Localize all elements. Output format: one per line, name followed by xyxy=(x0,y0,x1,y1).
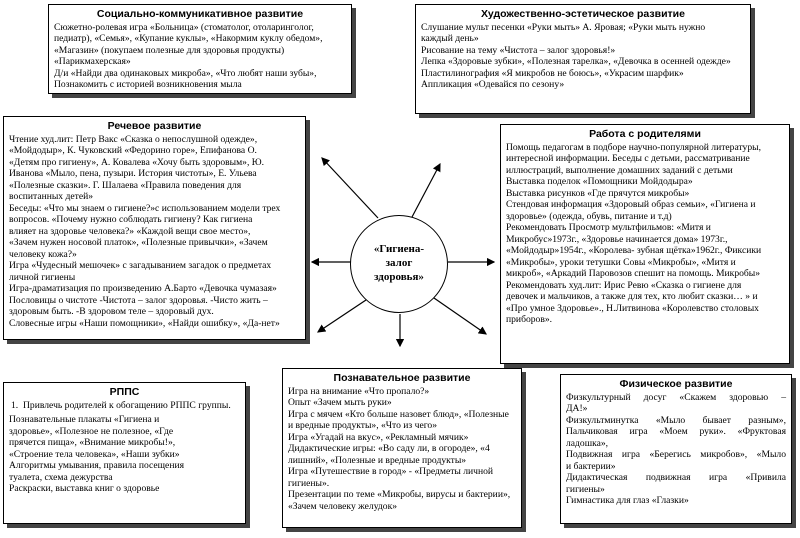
box-line: гигиены». xyxy=(288,477,330,489)
box-line: лишний», «Полезные и вредные продукты» xyxy=(288,454,467,466)
box-line: Подвижная игра «Берегись микробов», «Мыло xyxy=(566,449,786,461)
box-line: интересной информации. Беседы с детьми, рассматривание xyxy=(506,153,750,165)
box-line: личной гигиены xyxy=(9,271,76,283)
box-line: ДА!» xyxy=(566,403,588,415)
box-line: Алгоритмы умывания, правила посещения xyxy=(9,460,185,472)
central-topic-line: здоровья» xyxy=(374,270,424,283)
box-line: девочек и мальчиков, а также для тех, кто любит сказки… » и xyxy=(506,291,758,303)
box-line: здоровье» (одежда, обувь, питание и т.д) xyxy=(506,210,672,222)
box-line: Дидактические игры: «Во саду ли, в огороде», «4 xyxy=(288,443,490,455)
box-title: Речевое развитие xyxy=(107,120,202,132)
box-line: педиатр), «Семья», «Купание куклы», «Накормим куклу обедом», xyxy=(54,33,323,45)
box-line: «Зачем нужен носовой платок», «Полезные привычки», «Зачем xyxy=(9,237,268,249)
box-title: Художественно-эстетическое развитие xyxy=(481,8,685,20)
box-line: влияет на здоровье человека?» «Каждой вещи свое место», xyxy=(9,225,251,237)
box-line: ладошка», xyxy=(566,437,609,449)
box-line: Игра на внимание «Что пропало?» xyxy=(288,385,430,397)
box-line: Познакомить с историей возникновения мыла xyxy=(54,79,242,91)
box-line: Беседы: «Что мы знаем о гигиене?»с использованием модели трех xyxy=(9,202,281,214)
central-topic-line: «Гигиена- xyxy=(373,243,425,256)
box-line: Микробус»1973г., «Здоровье начинается дома» 1973г., xyxy=(506,233,728,245)
box-line: Физкультурный досуг «Скажем здоровью – xyxy=(566,391,786,403)
box-line: Рекомендовать Просмотр мультфильмов: «Митя и xyxy=(506,222,711,234)
box-line: человеку кожа?» xyxy=(9,248,77,260)
box-line: Словесные игры «Наши помощники», «Найди ошибку», «Да-нет» xyxy=(9,317,280,329)
box-line: «Зачем человеку желудок» xyxy=(288,500,398,512)
arrow-to-social xyxy=(322,158,378,218)
box-line: Рекомендовать худ.лит: Ирис Ревю «Сказка о гигиене для xyxy=(506,279,742,291)
box-line: иллюстраций, выполнение домашних заданий с детьми xyxy=(506,164,733,176)
box-line: Опыт «Зачем мыть руки» xyxy=(288,397,392,409)
box-line: Стендовая информация «Здоровый образ семьи», «Гигиена и xyxy=(506,199,756,211)
box-line: здоровым быть. -В здоровом теле – здоровый дух. xyxy=(9,306,214,318)
box-title: Познавательное развитие xyxy=(333,372,471,384)
box-line: Сюжетно-ролевая игра «Больница» (стоматолог, отоларинголог, xyxy=(54,21,314,33)
speech-development-box xyxy=(3,116,306,340)
box-line: вопросов. «Почему нужно соблюдать гигиену? Как гигиена xyxy=(9,214,253,226)
box-line: здоровье», «Полезное не полезное, «Где xyxy=(9,425,174,437)
box-line: воспитанных детей» xyxy=(9,191,94,203)
item-number: 1. xyxy=(11,399,19,411)
box-line: «Микробы», уроки тетушки Совы «Микробы», «Митя и xyxy=(506,256,736,268)
box-line: Раскраски, выставка книг о здоровье xyxy=(9,483,160,495)
box-line: Игра «Чудесный мешочек» с загадыванием загадок о предметах xyxy=(9,260,272,272)
box-line: Игра-драматизация по произведению А.Барто «Девочка чумазая» xyxy=(9,283,277,295)
arrow-to-rpps xyxy=(318,300,366,332)
box-line: прячется пища», «Внимание микробы!», xyxy=(9,437,176,449)
box-line: «Строение тела человека», «Наши зубки» xyxy=(9,448,180,460)
box-line: «Полезные сказки». Г. Шалаева «Правила поведения для xyxy=(9,179,242,191)
box-line: «Детям про гигиену», А. Ковалева «Хочу быть здоровым», Ю. xyxy=(9,156,265,168)
box-line: Физкультминутка «Мыло бывает разным», xyxy=(566,414,786,426)
box-line: «Мойдодыр», К. Чуковский «Федорино горе», Епифанова О. xyxy=(9,145,257,157)
box-line: Аппликация «Одевайся по сезону» xyxy=(421,79,565,91)
arrow-to-physical xyxy=(434,298,486,334)
box-line: Слушание мульт песенки «Руки мыть» А. Яровая; «Руки мыть нужно xyxy=(421,21,706,33)
box-line: микроб», «Аркадий Паровозов спешит на помощь. Микробы» xyxy=(506,268,761,280)
box-line: Презентации по теме «Микробы, вирусы и бактерии», xyxy=(288,489,511,501)
cognitive-development-box xyxy=(282,368,522,528)
box-line: Пальчиковая игра «Моем руки». «Фруктовая xyxy=(566,426,786,438)
physical-development-box xyxy=(560,374,792,524)
box-line: Игра с мячем «Кто больше назовет блюд», «Полезные xyxy=(288,408,509,420)
rpps-environment-box xyxy=(3,382,246,524)
box-line: и вредные продукты», «Что из чего» xyxy=(288,420,437,432)
box-line: Рисование на тему «Чистота – залог здоровья!» xyxy=(421,44,616,56)
box-line: гигиены» xyxy=(566,483,605,495)
numbered-item xyxy=(9,400,240,412)
social-communicative-box xyxy=(48,4,352,94)
box-line: «Про умное Здоровье»., Н.Литвинова «Королевство столовых xyxy=(506,302,759,314)
box-line: Пластилинография «Я микробов не боюсь», «Украсим шарфик» xyxy=(421,67,684,79)
item-text: Привлечь родителей к обогащению РППС группы. xyxy=(23,399,231,411)
box-line: Игра «Угадай на вкус», «Рекламный мячик» xyxy=(288,431,469,443)
box-line: Выставка рисунков «Где прячутся микробы» xyxy=(506,187,690,199)
box-line: «Парикмахерская» xyxy=(54,56,131,68)
box-line: Пословицы о чистоте -Чистота – залог здоровья. -Чисто жить – xyxy=(9,294,268,306)
box-line: «Магазин» (покупаем полезные для здоровья продукты) xyxy=(54,44,285,56)
box-title: Физическое развитие xyxy=(619,378,733,390)
box-line: Выставка поделок «Помощники Мойдодыра» xyxy=(506,176,693,188)
work-with-parents-box xyxy=(500,124,790,364)
box-line: Игра «Путешествие в город» - «Предметы личной xyxy=(288,466,494,478)
box-line: туалета, схема дежурства xyxy=(9,471,113,483)
central-topic-ellipse xyxy=(350,215,448,313)
box-title: Социально-коммуникативное развитие xyxy=(96,8,304,20)
arrow-to-art xyxy=(412,164,440,217)
artistic-aesthetic-box xyxy=(415,4,751,114)
box-line: Познавательные плакаты «Гигиена и xyxy=(9,414,160,426)
box-line: каждый день» xyxy=(421,33,479,45)
central-topic-line: залог xyxy=(385,257,413,270)
box-line: Лепка «Здоровые зубки», «Полезная тарелка», «Девочка в осенней одежде» xyxy=(421,56,731,68)
box-line: и бактерии» xyxy=(566,460,616,472)
box-line: «Мойдодыр»1954г., «Королева- зубная щётка»1962г., Фиксики xyxy=(506,245,762,257)
box-line: приборов». xyxy=(506,314,553,326)
box-line: Чтение худ.лит: Петр Вакс «Сказка о непослушной одежде», xyxy=(9,133,258,145)
box-line: Иванова «Мыло, пена, пузыри. История чистоты», Е. Ульева xyxy=(9,168,257,180)
box-line: Гимнастика для глаз «Глазки» xyxy=(566,495,689,507)
box-line: Д/и «Найди два одинаковых микроба», «Что любят наши зубы», xyxy=(54,67,317,79)
box-title: РППС xyxy=(109,386,140,398)
box-line: Помощь педагогам в подборе научно-популярной литературы, xyxy=(506,141,761,153)
box-line: Дидактическая подвижная игра «Привила xyxy=(566,472,786,484)
box-title: Работа с родителями xyxy=(589,128,701,140)
